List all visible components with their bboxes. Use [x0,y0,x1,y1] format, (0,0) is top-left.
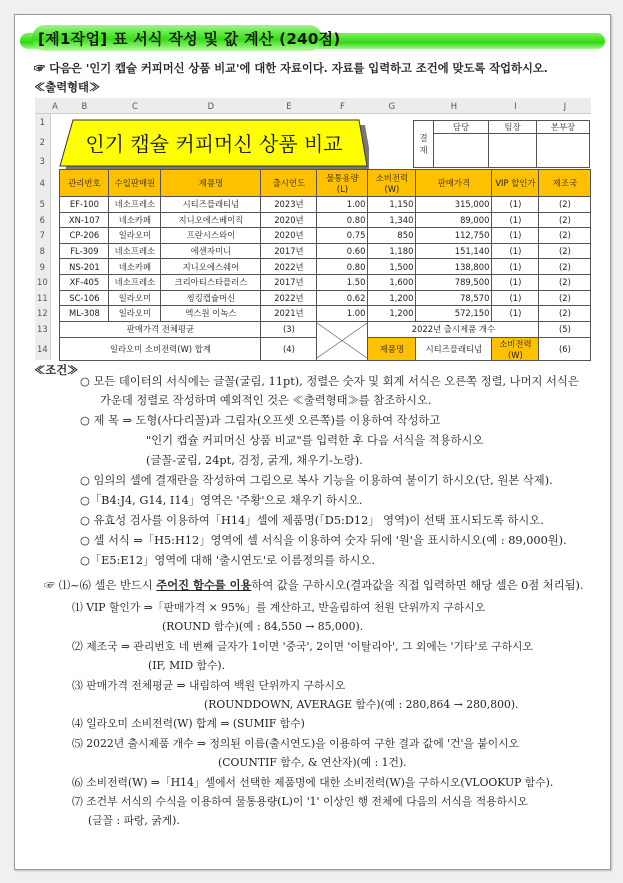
data-cell[interactable]: 1,150 [368,197,416,213]
data-cell[interactable]: (2) [539,306,591,322]
data-cell[interactable]: EF-100 [60,197,109,213]
col-header[interactable]: J [539,98,591,114]
col-header[interactable]: I [492,98,539,114]
data-cell[interactable]: 네소카페 [109,212,161,228]
data-cell[interactable]: 2017년 [261,274,317,290]
col-header[interactable]: H [416,98,492,114]
data-cell[interactable]: (2) [539,274,591,290]
function-line: ⑸ 2022년 출시제품 개수 ⇒ 정의된 이름(출시연도)을 이용하여 구한 결과 값에 '건'을 붙이시오 [72,736,520,750]
intro-text: ☞ 다음은 '인기 캡슐 커피머신 상품 비교'에 대한 자료이다. 자료를 입력하고 조건에 맞도록 작업하시오. [34,61,548,75]
function-note: ☞ ⑴~⑹ 셀은 반드시 주어진 함수를 이용하여 값을 구하시오(결과값을 직접 입력하면 해당 셀은 0점 처리됨). [44,578,584,592]
data-cell[interactable]: 112,750 [416,228,492,244]
data-cell[interactable]: 789,500 [416,274,492,290]
data-cell[interactable]: SC-106 [60,290,109,306]
power-value-cell[interactable]: (6) [539,337,591,360]
data-cell[interactable]: 1,200 [368,290,416,306]
data-cell[interactable]: 지니오에스베이직 [161,212,261,228]
table-row [35,306,591,322]
function-line: ⑺ 조건부 서식의 수식을 이용하여 물통용량(L)이 '1' 이상인 행 전체에 다음의 서식을 적용하시오 [72,795,528,808]
data-cell[interactable]: 1,340 [368,212,416,228]
data-cell[interactable]: 0.60 [317,243,368,259]
data-cell[interactable]: 2020년 [261,212,317,228]
data-cell[interactable]: (1) [492,243,539,259]
sum-label-cell[interactable]: 일라오미 소비전력(W) 합계 [60,337,261,360]
condition-line: (글꼴-굴림, 24pt, 검정, 굵게, 채우기-노랑). [146,454,363,467]
table-row [35,274,591,290]
approval-role: 담당 [434,121,489,134]
row-header[interactable]: 5 [35,197,50,213]
data-cell[interactable]: 315,000 [416,197,492,213]
data-cell[interactable]: 2020년 [261,228,317,244]
condition-line: ○「B4:J4, G14, I14」영역은 '주황'으로 채우기 하시오. [80,494,363,507]
condition-line: ○「E5:E12」영역에 대해 '출시연도'로 이름정의를 하시오. [80,554,375,567]
col-header[interactable]: E [261,98,317,114]
row-header[interactable]: 4 [35,170,50,197]
header-line: 소비전력 [375,173,409,183]
table-row [35,228,591,244]
condition-line: ○ 셀 서식 ⇒「H5:H12」영역에 셀 서식을 이용하여 숫자 뒤에 '원'을 표시하시오(예 : 89,000원). [80,534,567,547]
row-header[interactable]: 9 [35,259,50,275]
function-line: (ROUND 함수)(예 : 84,550 → 85,000). [162,620,364,634]
data-cell[interactable]: 2022년 [261,290,317,306]
data-cell[interactable]: XN-107 [60,212,109,228]
row-header[interactable]: 10 [35,274,50,290]
condition-line: ○ 제 목 ⇒ 도형(사다리꼴)과 그림자(오프셋 오른쪽)를 이용하여 작성하고 [80,414,441,427]
data-cell[interactable]: 138,800 [416,259,492,275]
data-cell[interactable]: 1,200 [368,306,416,322]
header-cell[interactable]: VIP 할인가 [492,170,539,197]
summary-row [35,321,591,337]
data-cell[interactable]: (2) [539,197,591,213]
title-text: 인기 캡슐 커피머신 상품 비교 [85,132,343,156]
crossed-cell[interactable] [317,321,368,360]
data-cell[interactable]: 1,600 [368,274,416,290]
header-line: 물통용량 [326,173,359,183]
data-cell[interactable]: (2) [539,228,591,244]
header-line: (W) [507,349,523,360]
data-cell[interactable]: 엑스원 이녹스 [161,306,261,322]
avg-label-cell[interactable]: 판매가격 전체평균 [60,321,261,337]
conditions-label: ≪조건≫ [34,363,79,377]
data-cell[interactable]: 네소프레소 [109,197,161,213]
table-row [35,259,591,275]
data-cell[interactable]: 에센자미니 [161,243,261,259]
condition-line: 가운데 정렬로 작성하며 예외적인 것은 ≪출력형태≫를 참조하시오. [100,394,432,407]
data-cell[interactable]: 0.80 [317,212,368,228]
data-cell[interactable]: 1,180 [368,243,416,259]
condition-line: "인기 캡슐 커피머신 상품 비교"를 입력한 후 다음 서식을 적용하시오 [146,434,484,447]
count-value-cell[interactable]: (5) [539,321,591,337]
data-cell[interactable]: (1) [492,290,539,306]
row-header[interactable]: 1 [35,114,50,131]
approval-label: 결 재 [414,121,434,168]
data-cell[interactable]: (1) [492,228,539,244]
col-header[interactable]: C [109,98,161,114]
data-cell[interactable]: 78,570 [416,290,492,306]
row-header[interactable]: 2 [35,131,50,153]
product-name-label-cell[interactable]: 제품명 [368,337,416,360]
data-cell[interactable]: ML-308 [60,306,109,322]
data-cell[interactable]: 씽킹캡슐머신 [161,290,261,306]
condition-line: ○ 모든 데이터의 서식에는 글꼴(굴림, 11pt), 정렬은 숫자 및 회계 서식은 오른쪽 정렬, 나머지 서식은 [80,375,579,388]
col-header[interactable]: D [161,98,261,114]
table-row [35,243,591,259]
data-cell[interactable]: 1.00 [317,306,368,322]
row-header[interactable]: 3 [35,153,50,170]
select-all[interactable] [35,98,50,114]
header-cell[interactable]: 관리번호 [60,170,109,197]
header-cell[interactable] [317,170,368,197]
data-cell[interactable]: (2) [539,259,591,275]
data-cell[interactable]: (1) [492,197,539,213]
function-line: ⑶ 판매가격 전체평균 ⇒ 내림하여 백원 단위까지 구하시오 [72,678,346,692]
table-row [35,290,591,306]
row-header[interactable]: 8 [35,243,50,259]
data-cell[interactable]: 네소프레소 [109,274,161,290]
header-line: (L) [336,184,348,194]
data-cell[interactable]: NS-201 [60,259,109,275]
header-cell[interactable]: 제품명 [161,170,261,197]
sum-value-cell[interactable]: (4) [261,337,317,360]
approval-sign[interactable] [537,134,590,168]
header-line: 소비전력 [499,338,532,349]
header-line: (W) [384,184,400,194]
function-line: ⑹ 소비전력(W) ⇒「H14」셀에서 선택한 제품명에 대한 소비전력(W)을 구하시오(VLOOKUP 함수). [72,775,554,789]
header-cell[interactable]: 출시연도 [261,170,317,197]
data-cell[interactable]: 2023년 [261,197,317,213]
approval-sign[interactable] [434,134,489,168]
data-cell[interactable]: 151,140 [416,243,492,259]
data-cell[interactable]: 크리아티스타플러스 [161,274,261,290]
power-label-cell[interactable] [492,337,539,360]
data-cell[interactable]: 1.00 [317,197,368,213]
data-cell[interactable]: 850 [368,228,416,244]
data-cell[interactable]: (1) [492,259,539,275]
row-header[interactable]: 11 [35,290,50,306]
row-header[interactable]: 7 [35,228,50,244]
approval-box [413,120,590,168]
table-row [35,197,591,213]
header-cell[interactable]: 제조국 [539,170,591,197]
function-line: (IF, MID 함수). [148,659,226,673]
data-cell[interactable]: 네소카페 [109,259,161,275]
avg-value-cell[interactable]: (3) [261,321,317,337]
data-cell[interactable]: CP-206 [60,228,109,244]
row-header[interactable]: 6 [35,212,50,228]
function-line: (COUNTIF 함수, & 연산자)(예 : 1건). [218,756,407,770]
row-header[interactable]: 14 [35,337,50,360]
data-cell[interactable]: 1.50 [317,274,368,290]
col-header[interactable]: G [368,98,416,114]
data-cell[interactable]: 일라오미 [109,290,161,306]
header-cell[interactable]: 판매가격 [416,170,492,197]
column-header-row [35,98,591,114]
header-cell[interactable]: 수입판매원 [109,170,161,197]
function-line: ⑷ 일라오미 소비전력(W) 합계 ⇒ (SUMIF 함수) [72,717,305,731]
row-header[interactable]: 13 [35,321,50,337]
function-line: (글꼴 : 파랑, 굵게). [88,814,180,828]
data-cell[interactable]: (2) [539,290,591,306]
data-cell[interactable]: (2) [539,212,591,228]
section-banner [20,22,605,52]
data-cell[interactable]: 네소프레소 [109,243,161,259]
data-cell[interactable]: 일라오미 [109,306,161,322]
data-cell[interactable]: 1,500 [368,259,416,275]
col-header[interactable]: B [60,98,109,114]
data-cell[interactable]: (1) [492,306,539,322]
approval-sign[interactable] [489,134,537,168]
function-line: ⑵ 제조국 ⇒ 관리번호 네 번째 글자가 1이면 '중국', 2이면 '이탈리아', 그 외에는 '기타'로 구하시오 [72,639,533,653]
data-cell[interactable]: 89,000 [416,212,492,228]
data-cell[interactable]: 시티즈플래티넘 [161,197,261,213]
approval-role: 본부장 [537,121,590,134]
data-cell[interactable]: XF-405 [60,274,109,290]
summary-row [35,337,591,360]
banner-title: [제1작업] 표 서식 작성 및 값 계산 (240점) [38,30,341,48]
data-cell[interactable]: 지니오에스쉐어 [161,259,261,275]
condition-line: ○ 유효성 검사를 이용하여「H14」셀에 제품명(「D5:D12」 영역)이 선택 표시되도록 하시오. [80,514,544,527]
count-label-cell[interactable]: 2022년 출시제품 개수 [368,321,539,337]
data-cell[interactable]: 2017년 [261,243,317,259]
row-header[interactable]: 12 [35,306,50,322]
data-cell[interactable]: (1) [492,274,539,290]
output-label: ≪출력형태≫ [34,80,101,94]
product-select-cell[interactable]: 시티즈플래티넘 [416,337,492,360]
data-cell[interactable]: 2022년 [261,259,317,275]
col-header[interactable]: A [50,98,60,114]
data-cell[interactable]: 0.62 [317,290,368,306]
data-cell[interactable]: (2) [539,243,591,259]
data-cell[interactable]: 2021년 [261,306,317,322]
table-header-row [35,170,591,197]
data-cell[interactable]: (1) [492,212,539,228]
data-cell[interactable]: 일라오미 [109,228,161,244]
header-cell[interactable] [368,170,416,197]
condition-line: ○ 임의의 셀에 결재란을 작성하여 그림으로 복사 기능을 이용하여 붙이기 하시오(단, 원본 삭제). [80,474,553,487]
function-line: (ROUNDDOWN, AVERAGE 함수)(예 : 280,864 → 280,800). [204,698,519,711]
approval-role: 팀장 [489,121,537,134]
data-cell[interactable]: FL-309 [60,243,109,259]
col-header[interactable]: F [317,98,368,114]
function-line: ⑴ VIP 할인가 ⇒「판매가격 × 95%」를 계산하고, 반올림하여 천원 단위까지 구하시오 [72,601,486,614]
data-cell[interactable]: 0.80 [317,259,368,275]
data-cell[interactable]: 572,150 [416,306,492,322]
data-cell[interactable]: 프란시스와이 [161,228,261,244]
data-cell[interactable]: 0.75 [317,228,368,244]
table-row [35,212,591,228]
